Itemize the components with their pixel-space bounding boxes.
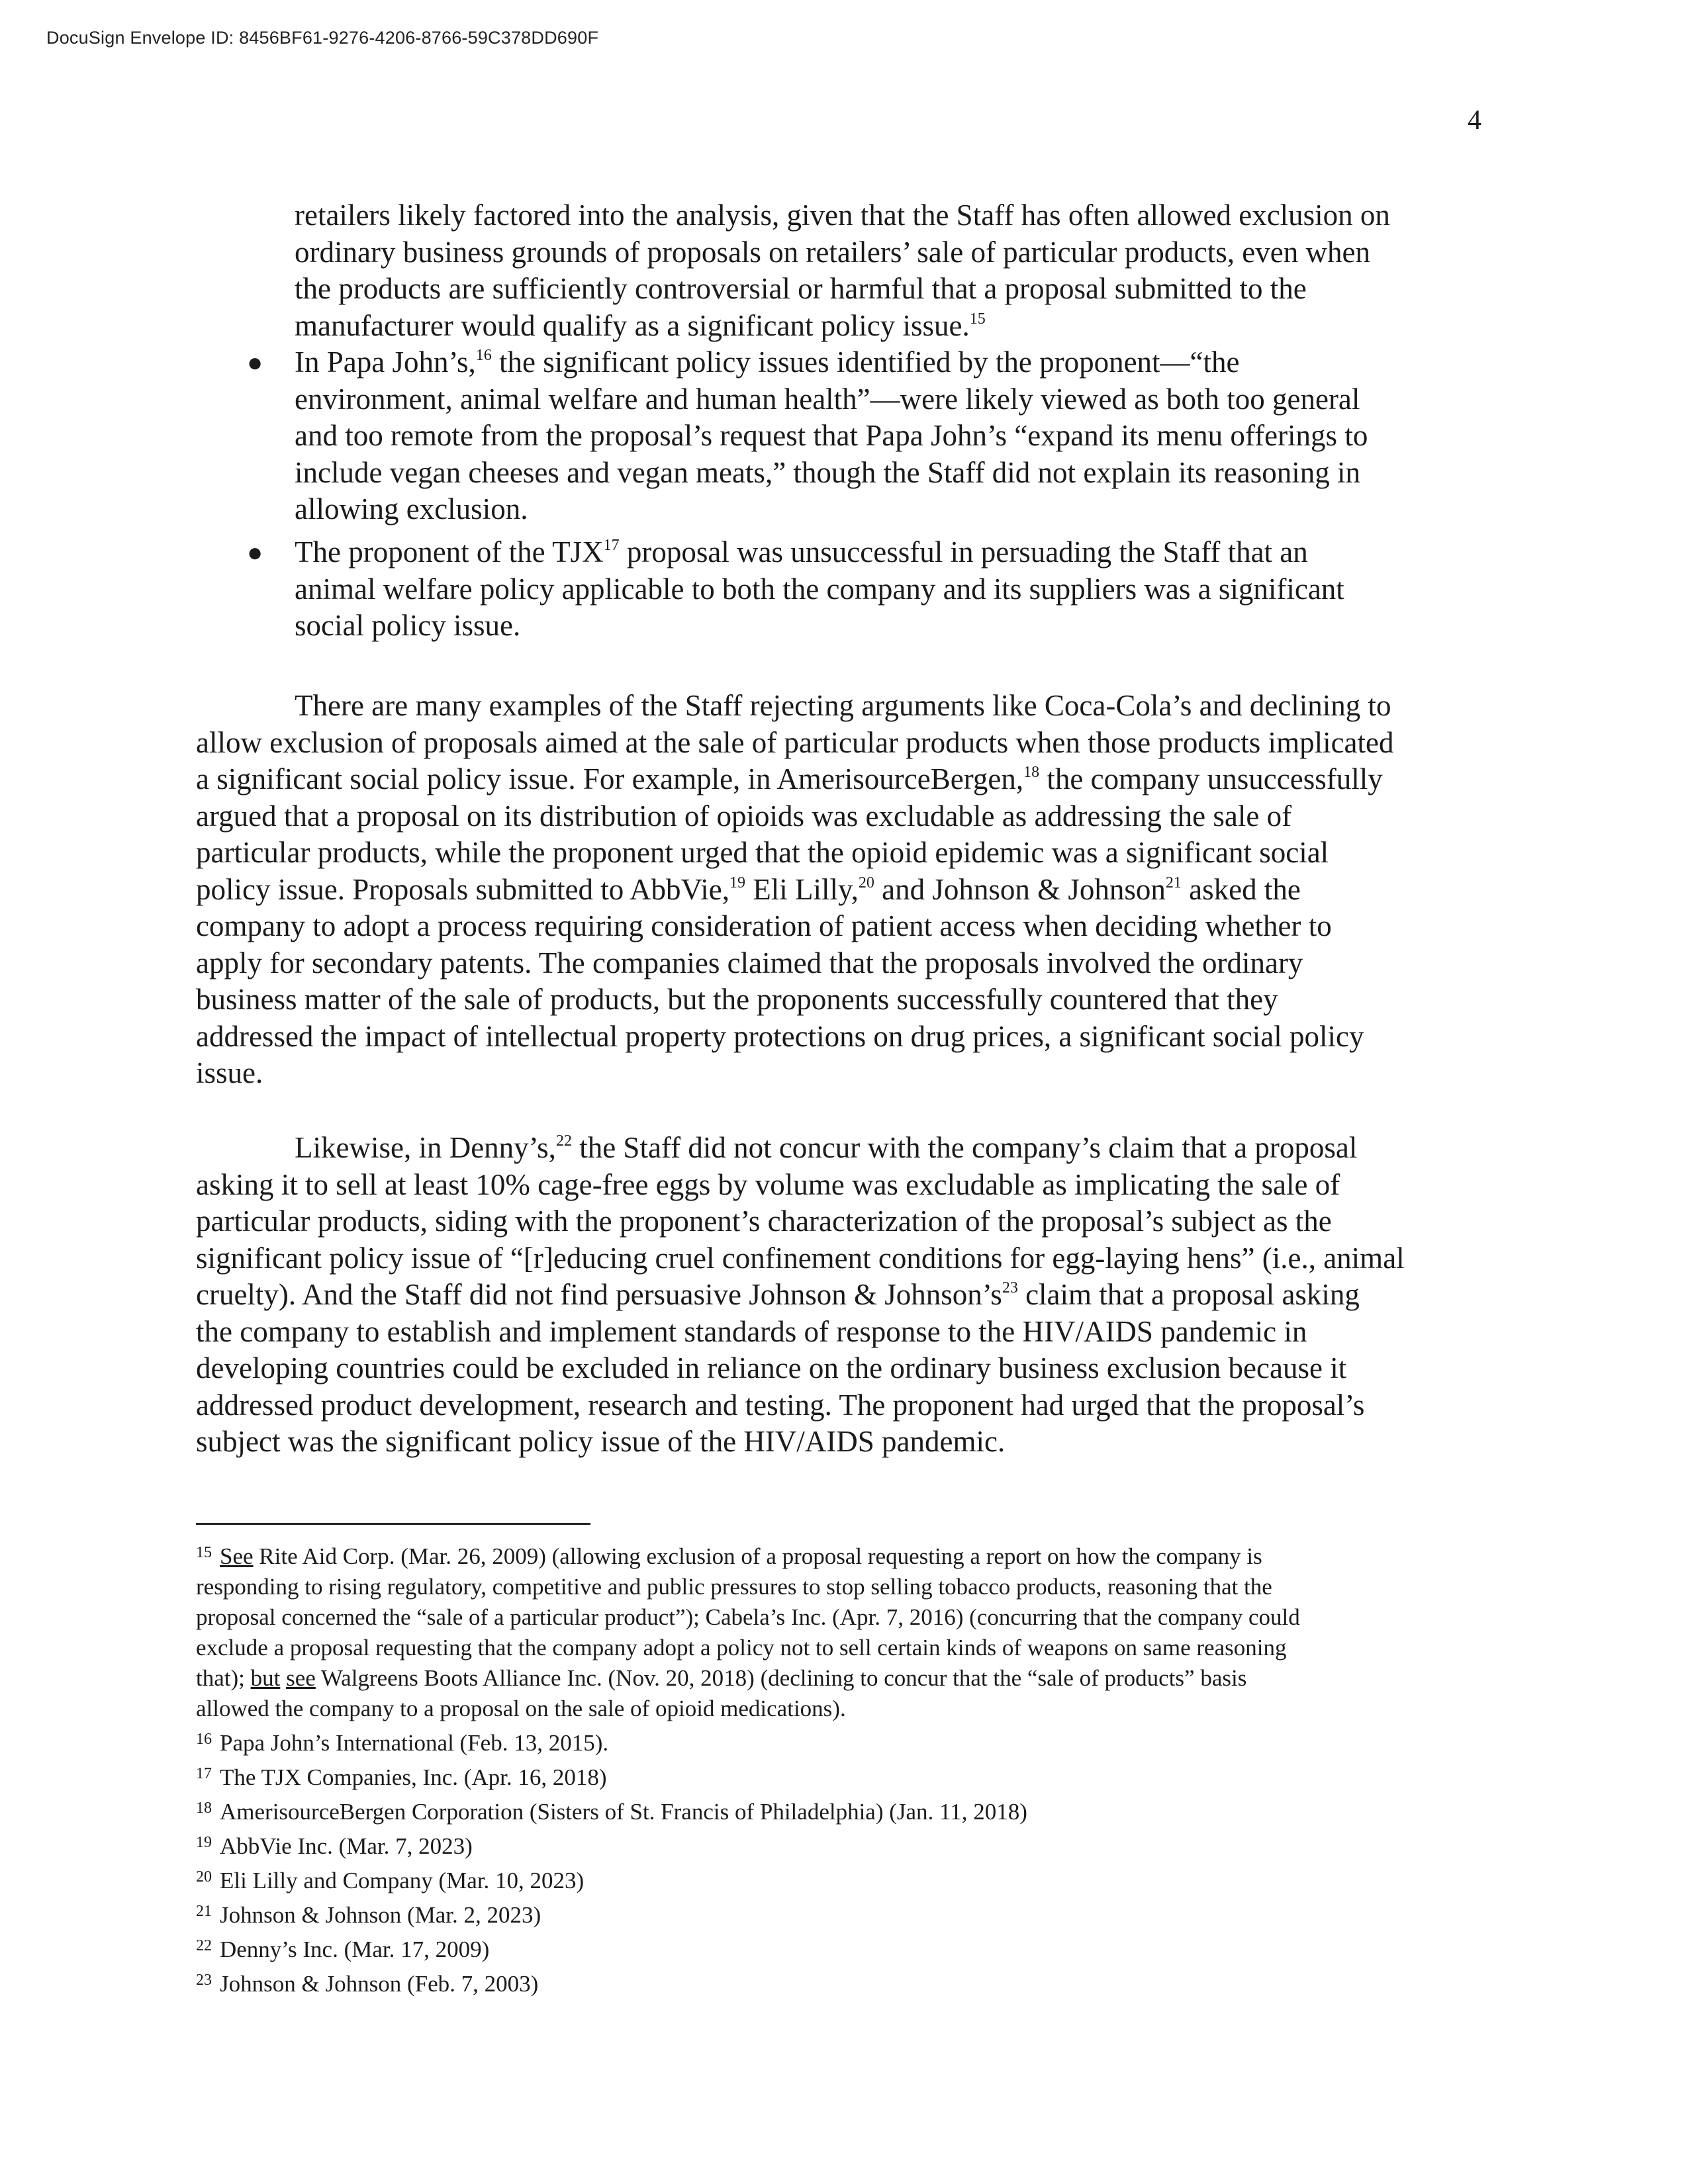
para-line: apply for secondary patents. The companies claimed that the proposals involved the ordinary [196, 946, 1303, 979]
bullet-dot-icon: ● [247, 347, 263, 377]
para-text: cruelty). And the Staff did not find persuasive Johnson & Johnson’s [196, 1278, 1002, 1311]
footnote-text: Denny’s Inc. (Mar. 17, 2009) [220, 1936, 490, 1962]
see-signal: see [286, 1665, 316, 1691]
para-line: business matter of the sale of products, but the proponents successfully countered that they [196, 983, 1278, 1016]
footnote-line: exclude a proposal requesting that the company adopt a policy not to sell certain kinds of weapons on same reasoning [196, 1635, 1287, 1661]
footnote-ref: 18 [1023, 764, 1040, 781]
footnote-23 [196, 1965, 1300, 1999]
see-signal: See [220, 1543, 254, 1569]
intro-line: retailers likely factored into the analysis, given that the Staff has often allowed exclusion on [295, 199, 1390, 232]
footnote-text: Eli Lilly and Company (Mar. 10, 2023) [220, 1868, 585, 1893]
para-line: subject was the significant policy issue of the HIV/AIDS pandemic. [196, 1425, 1006, 1458]
bullet-line [295, 344, 1368, 381]
footnote-line: proposal concerned the “sale of a particular product”); Cabela’s Inc. (Apr. 7, 2016) (concurring that the company could [196, 1604, 1300, 1630]
paragraph-examples [196, 688, 1394, 1092]
footnote-ref: 21 [1165, 874, 1182, 891]
para-text: Likewise, in Denny’s, [295, 1131, 556, 1164]
para-text: a significant social policy issue. For example, in AmerisourceBergen, [196, 762, 1024, 796]
footnote-15 [196, 1537, 1300, 1572]
footnote-16 [196, 1724, 1300, 1758]
bullet-line: social policy issue. [295, 609, 521, 642]
intro-line: ordinary business grounds of proposals on retailers’ sale of particular products, even when [295, 235, 1370, 269]
bullet-line: and too remote from the proposal’s request that Papa John’s “expand its menu offerings to [295, 419, 1368, 452]
footnote-19 [196, 1827, 1300, 1862]
footnote-ref: 15 [969, 310, 986, 328]
bullet-dot-icon: ● [247, 537, 263, 567]
para-text: asked the [1181, 872, 1301, 906]
footnote-text: AmerisourceBergen Corporation (Sisters of St. Francis of Philadelphia) (Jan. 11, 2018) [220, 1799, 1027, 1825]
para-line [196, 1130, 1405, 1167]
but-signal: but [250, 1665, 281, 1691]
para-line: addressed the impact of intellectual property protections on drug prices, a significant social policy [196, 1019, 1364, 1053]
footnote-18 [196, 1793, 1300, 1827]
footnote-21 [196, 1896, 1300, 1931]
para-line: particular products, while the proponent urged that the opioid epidemic was a significant social [196, 836, 1329, 869]
bullet-text: The proponent of the TJX [295, 535, 604, 569]
footnote-number: 15 [196, 1544, 212, 1561]
footnote-number: 22 [196, 1937, 212, 1954]
footnote-22 [196, 1931, 1300, 1965]
para-text: the company unsuccessfully [1039, 762, 1383, 796]
para-line: argued that a proposal on its distribution of opioids was excludable as addressing the sale of [196, 799, 1292, 833]
footnote-number: 17 [196, 1765, 212, 1782]
bullet-line: environment, animal welfare and human health”—were likely viewed as both too general [295, 382, 1360, 416]
para-line: significant policy issue of “[r]educing cruel confinement conditions for egg-laying hens” (i.e., animal [196, 1241, 1405, 1275]
para-text: and Johnson & Johnson [874, 872, 1166, 906]
footnote-number: 21 [196, 1903, 212, 1920]
footnote-number: 16 [196, 1731, 212, 1748]
footnote-text: Papa John’s International (Feb. 13, 2015). [220, 1730, 609, 1756]
para-text: claim that a proposal asking [1017, 1278, 1360, 1311]
para-line [196, 1277, 1405, 1314]
bullet-text: the significant policy issues identified by the proponent—“the [491, 345, 1240, 379]
paragraph-likewise [196, 1130, 1405, 1461]
footnote-17 [196, 1758, 1300, 1793]
page-number: 4 [1468, 105, 1481, 136]
footnote-ref: 22 [555, 1132, 572, 1150]
intro-line-text: manufacturer would qualify as a significant policy issue. [295, 308, 970, 342]
footnote-number: 23 [196, 1972, 212, 1989]
footnote-text: Rite Aid Corp. (Mar. 26, 2009) (allowing exclusion of a proposal requesting a report on how the company is [253, 1543, 1262, 1569]
docusign-envelope-id: DocuSign Envelope ID: 8456BF61-9276-4206-8766-59C378DD690F [46, 28, 599, 48]
footnote-number: 19 [196, 1834, 212, 1851]
footnote-text: Walgreens Boots Alliance Inc. (Nov. 20, 2018) (declining to concur that the “sale of products” basis [315, 1665, 1247, 1691]
footnote-ref: 23 [1002, 1279, 1018, 1297]
bullet-line [295, 534, 1344, 571]
para-line [196, 761, 1394, 798]
footnote-text: Johnson & Johnson (Feb. 7, 2003) [220, 1971, 539, 1997]
bullet-text: proposal was unsuccessful in persuading the Staff that an [619, 535, 1308, 569]
para-line: developing countries could be excluded in reliance on the ordinary business exclusion because it [196, 1351, 1347, 1385]
footnote-line: allowed the company to a proposal on the sale of opioid medications). [196, 1696, 846, 1721]
para-line: asking it to sell at least 10% cage-free eggs by volume was excludable as implicating the sale of [196, 1167, 1340, 1201]
para-text: policy issue. Proposals submitted to AbbVie, [196, 872, 730, 906]
footnote-text: AbbVie Inc. (Mar. 7, 2023) [220, 1833, 473, 1859]
footnote-text: The TJX Companies, Inc. (Apr. 16, 2018) [220, 1764, 607, 1790]
para-line: the company to establish and implement standards of response to the HIV/AIDS pandemic in [196, 1314, 1307, 1348]
footnote-number: 20 [196, 1868, 212, 1886]
footnote-line: responding to rising regulatory, competitive and public pressures to stop selling tobacco products, reasoning that the [196, 1574, 1272, 1600]
para-line [196, 872, 1394, 909]
para-line: There are many examples of the Staff rejecting arguments like Coca-Cola’s and declining to [295, 689, 1391, 722]
bullet-tjx [247, 534, 1344, 645]
para-line: company to adopt a process requiring consideration of patient access when deciding whether to [196, 909, 1332, 942]
para-line: issue. [196, 1056, 263, 1089]
footnote-ref: 19 [729, 874, 746, 891]
footnote-text: Johnson & Johnson (Mar. 2, 2023) [220, 1902, 541, 1928]
para-line: allow exclusion of proposals aimed at the sale of particular products when those products implicated [196, 725, 1394, 759]
bullet-line: include vegan cheeses and vegan meats,” though the Staff did not explain its reasoning in [295, 455, 1360, 489]
bullet-line: allowing exclusion. [295, 492, 528, 525]
footnote-ref: 20 [858, 874, 874, 891]
para-text: Eli Lilly, [745, 872, 859, 906]
footnote-text: that); [196, 1665, 251, 1691]
para-line: addressed product development, research and testing. The proponent had urged that the proposal’s [196, 1388, 1365, 1422]
para-text: the Staff did not concur with the company’s claim that a proposal [571, 1131, 1358, 1164]
footnote-ref: 16 [475, 347, 492, 364]
footnote-ref: 17 [603, 537, 620, 554]
footnote-20 [196, 1862, 1300, 1896]
bullet-papa-johns [247, 344, 1368, 528]
footnote-number: 18 [196, 1799, 212, 1817]
intro-line: the products are sufficiently controversial or harmful that a proposal submitted to the [295, 272, 1307, 305]
bullet-line: animal welfare policy applicable to both the company and its suppliers was a significant [295, 572, 1344, 606]
footnote-line [196, 1663, 1300, 1694]
intro-continuation [295, 197, 1390, 344]
bullet-text: In Papa John’s, [295, 345, 476, 379]
intro-line [295, 308, 1390, 345]
footnote-separator [196, 1523, 590, 1525]
footnotes [196, 1537, 1300, 1999]
para-line: particular products, siding with the proponent’s characterization of the proposal’s subject as the [196, 1205, 1332, 1238]
